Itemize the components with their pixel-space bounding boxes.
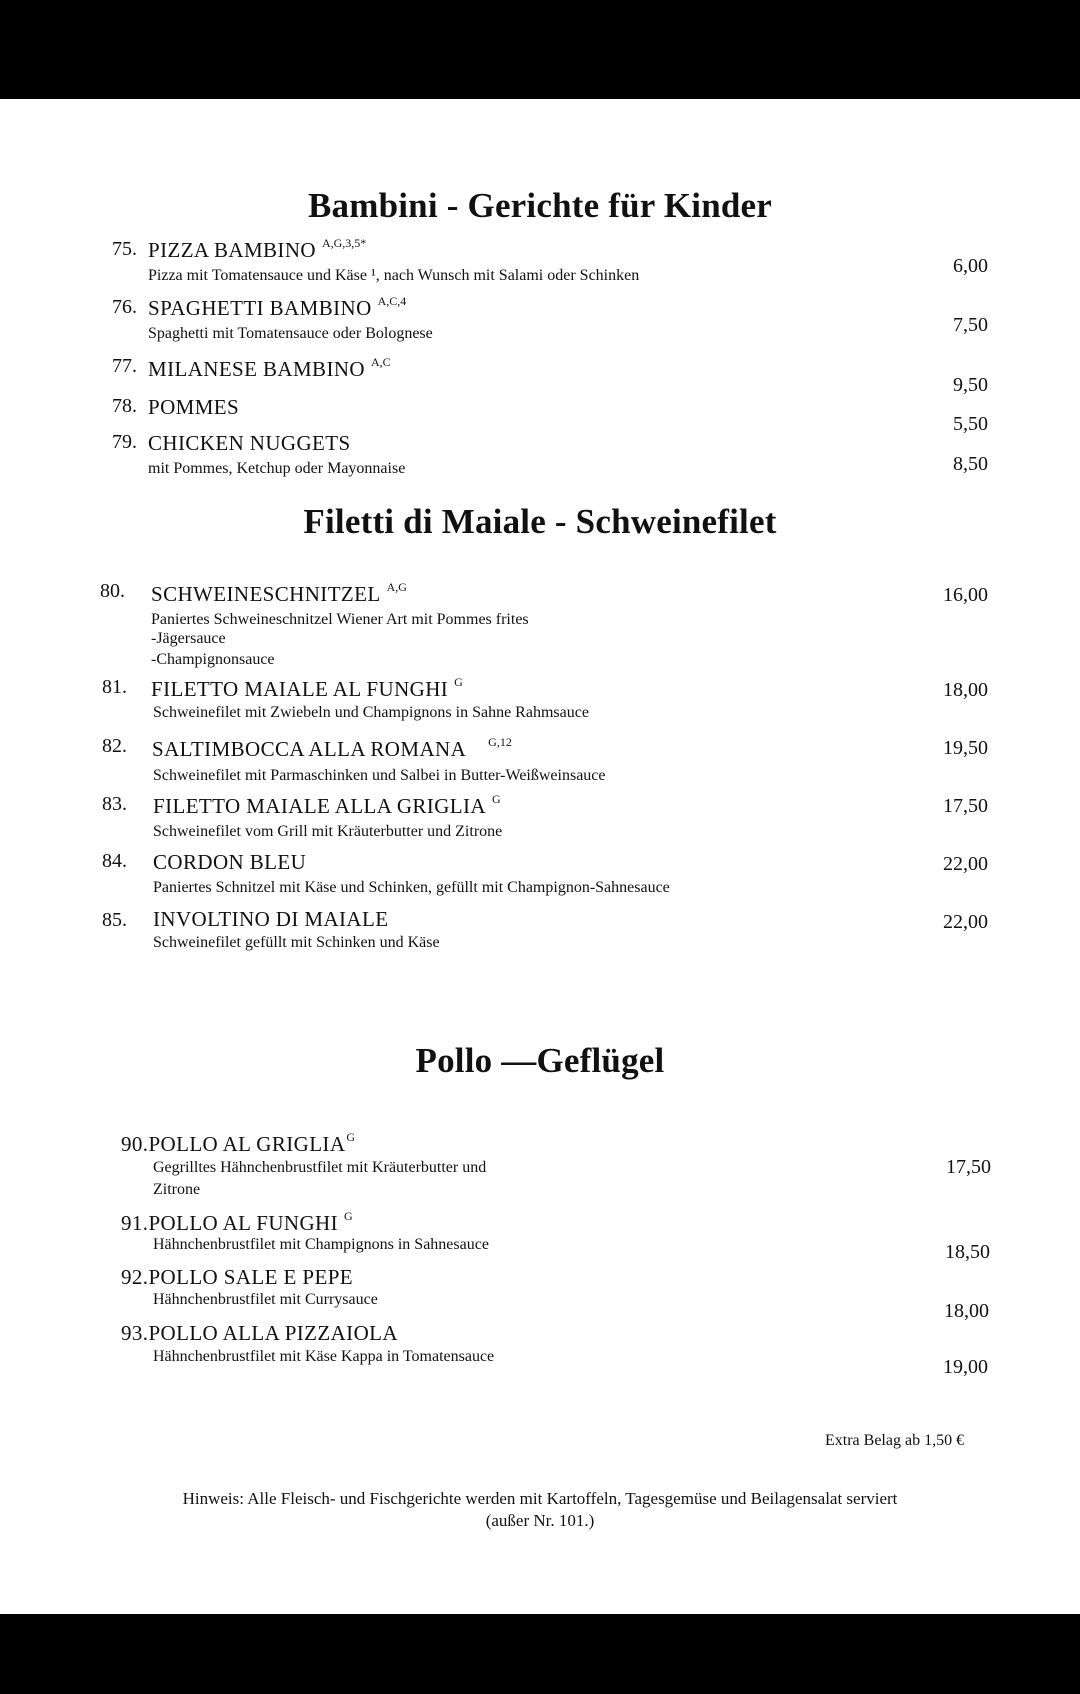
- item-price: 17,50: [946, 1156, 991, 1178]
- allergen-codes: A,C,4: [377, 294, 407, 308]
- item-description: -Jägersauce: [151, 630, 226, 647]
- section-title-schweinefilet: Filetti di Maiale - Schweinefilet: [303, 502, 777, 541]
- item-description: Hähnchenbrustfilet mit Currysauce: [153, 1291, 378, 1308]
- item-description: Schweinefilet vom Grill mit Kräuterbutter und Zitrone: [153, 823, 503, 840]
- item-number: 77.: [112, 355, 137, 377]
- footer-note-exception: (außer Nr. 101.): [485, 1511, 595, 1530]
- item-price: 18,00: [944, 1300, 989, 1322]
- allergen-codes: G: [344, 1209, 353, 1223]
- item-number: 78.: [112, 395, 137, 417]
- item-description: Zitrone: [153, 1181, 201, 1198]
- allergen-codes: A,C: [370, 355, 391, 369]
- item-number: 83.: [102, 793, 127, 815]
- item-price: 18,50: [945, 1241, 990, 1263]
- item-description: Hähnchenbrustfilet mit Champignons in Sahnesauce: [153, 1236, 489, 1253]
- allergen-codes: G: [346, 1130, 356, 1144]
- item-description: Schweinefilet mit Zwiebeln und Champignons in Sahne Rahmsauce: [153, 704, 589, 721]
- item-description: Spaghetti mit Tomatensauce oder Bolognese: [148, 325, 433, 342]
- item-price: 22,00: [943, 853, 988, 875]
- item-name: SALTIMBOCCA ALLA ROMANA $^{G,12}$: [152, 735, 512, 761]
- item-price: 19,00: [943, 1356, 988, 1378]
- top-black-bar: [0, 0, 1080, 99]
- item-description: Schweinefilet mit Parmaschinken und Salbei in Butter-Weißweinsauce: [153, 767, 606, 784]
- item-name: PIZZA BAMBINO $^{A,G,3,5*}$: [148, 236, 367, 262]
- item-description: Paniertes Schnitzel mit Käse und Schinken, gefüllt mit Champignon-Sahnesauce: [153, 879, 670, 896]
- item-price: 19,50: [943, 737, 988, 759]
- item-name: MILANESE BAMBINO $^{A,C}$: [148, 355, 391, 381]
- item-price: 9,50: [953, 374, 988, 396]
- item-number: 91.: [121, 1211, 149, 1235]
- item-name: FILETTO MAIALE ALLA GRIGLIA $^G$: [153, 792, 501, 818]
- bottom-black-bar: [0, 1614, 1080, 1694]
- item-description: Paniertes Schweineschnitzel Wiener Art mit Pommes frites: [151, 611, 529, 628]
- item-name: CORDON BLEU: [153, 850, 307, 874]
- item-name: POMMES: [148, 395, 240, 419]
- item-description: mit Pommes, Ketchup oder Mayonnaise: [148, 460, 406, 477]
- section-title-bambini: Bambini - Gerichte für Kinder: [307, 186, 772, 225]
- item-price: 18,00: [943, 679, 988, 701]
- section-title-gefluegel: Pollo —Geflügel: [415, 1041, 665, 1080]
- item-number: 90.: [121, 1132, 149, 1156]
- item-description: Hähnchenbrustfilet mit Käse Kappa in Tomatensauce: [153, 1348, 495, 1365]
- item-number: 82.: [102, 735, 127, 757]
- item-name: SPAGHETTI BAMBINO $^{A,C,4}$: [148, 294, 407, 320]
- item-price: 5,50: [953, 413, 988, 435]
- item-name: 92.POLLO SALE E PEPE: [121, 1265, 354, 1289]
- allergen-codes: A,G,3,5*: [321, 236, 367, 250]
- item-price: 17,50: [943, 795, 988, 817]
- item-price: 6,00: [953, 255, 988, 277]
- item-number: 75.: [112, 238, 137, 260]
- item-number: 76.: [112, 296, 137, 318]
- item-name: 93.POLLO ALLA PIZZAIOLA: [121, 1321, 398, 1345]
- item-number: 84.: [102, 850, 127, 872]
- item-number: 92.: [121, 1265, 149, 1289]
- item-price: 16,00: [943, 584, 988, 606]
- item-name: INVOLTINO DI MAIALE: [153, 907, 389, 931]
- allergen-codes: G,12: [488, 735, 512, 749]
- item-number: 93.: [121, 1321, 149, 1345]
- footer-note: Hinweis: Alle Fleisch- und Fischgerichte werden mit Kartoffeln, Tagesgemüse und Beilagensalat serviert: [182, 1489, 898, 1508]
- item-name: FILETTO MAIALE AL FUNGHI $^G$: [151, 675, 463, 701]
- item-description: Gegrilltes Hähnchenbrustfilet mit Kräuterbutter und: [153, 1159, 487, 1176]
- allergen-codes: A,G: [386, 580, 407, 594]
- item-description: Pizza mit Tomatensauce und Käse ¹, nach Wunsch mit Salami oder Schinken: [148, 267, 640, 284]
- allergen-codes: G: [491, 792, 501, 806]
- item-number: 79.: [112, 431, 137, 453]
- item-description: -Champignonsauce: [151, 651, 275, 668]
- item-name: 90.POLLO AL $GRIGLIA^G$: [121, 1130, 356, 1156]
- item-number: 80.: [100, 580, 125, 602]
- item-number: 81.: [102, 676, 127, 698]
- item-price: 7,50: [953, 314, 988, 336]
- allergen-codes: G: [454, 675, 463, 689]
- item-description: Schweinefilet gefüllt mit Schinken und Käse: [153, 934, 440, 951]
- item-number: 85.: [102, 909, 127, 931]
- extra-topping-note: Extra Belag ab 1,50 €: [825, 1432, 965, 1449]
- item-price: 22,00: [943, 911, 988, 933]
- item-name: SCHWEINESCHNITZEL $^{A,G}$: [151, 580, 407, 606]
- item-name: 91.POLLO AL FUNGHI $^G$: [121, 1209, 353, 1235]
- item-name: CHICKEN NUGGETS: [148, 431, 351, 455]
- item-price: 8,50: [953, 453, 988, 475]
